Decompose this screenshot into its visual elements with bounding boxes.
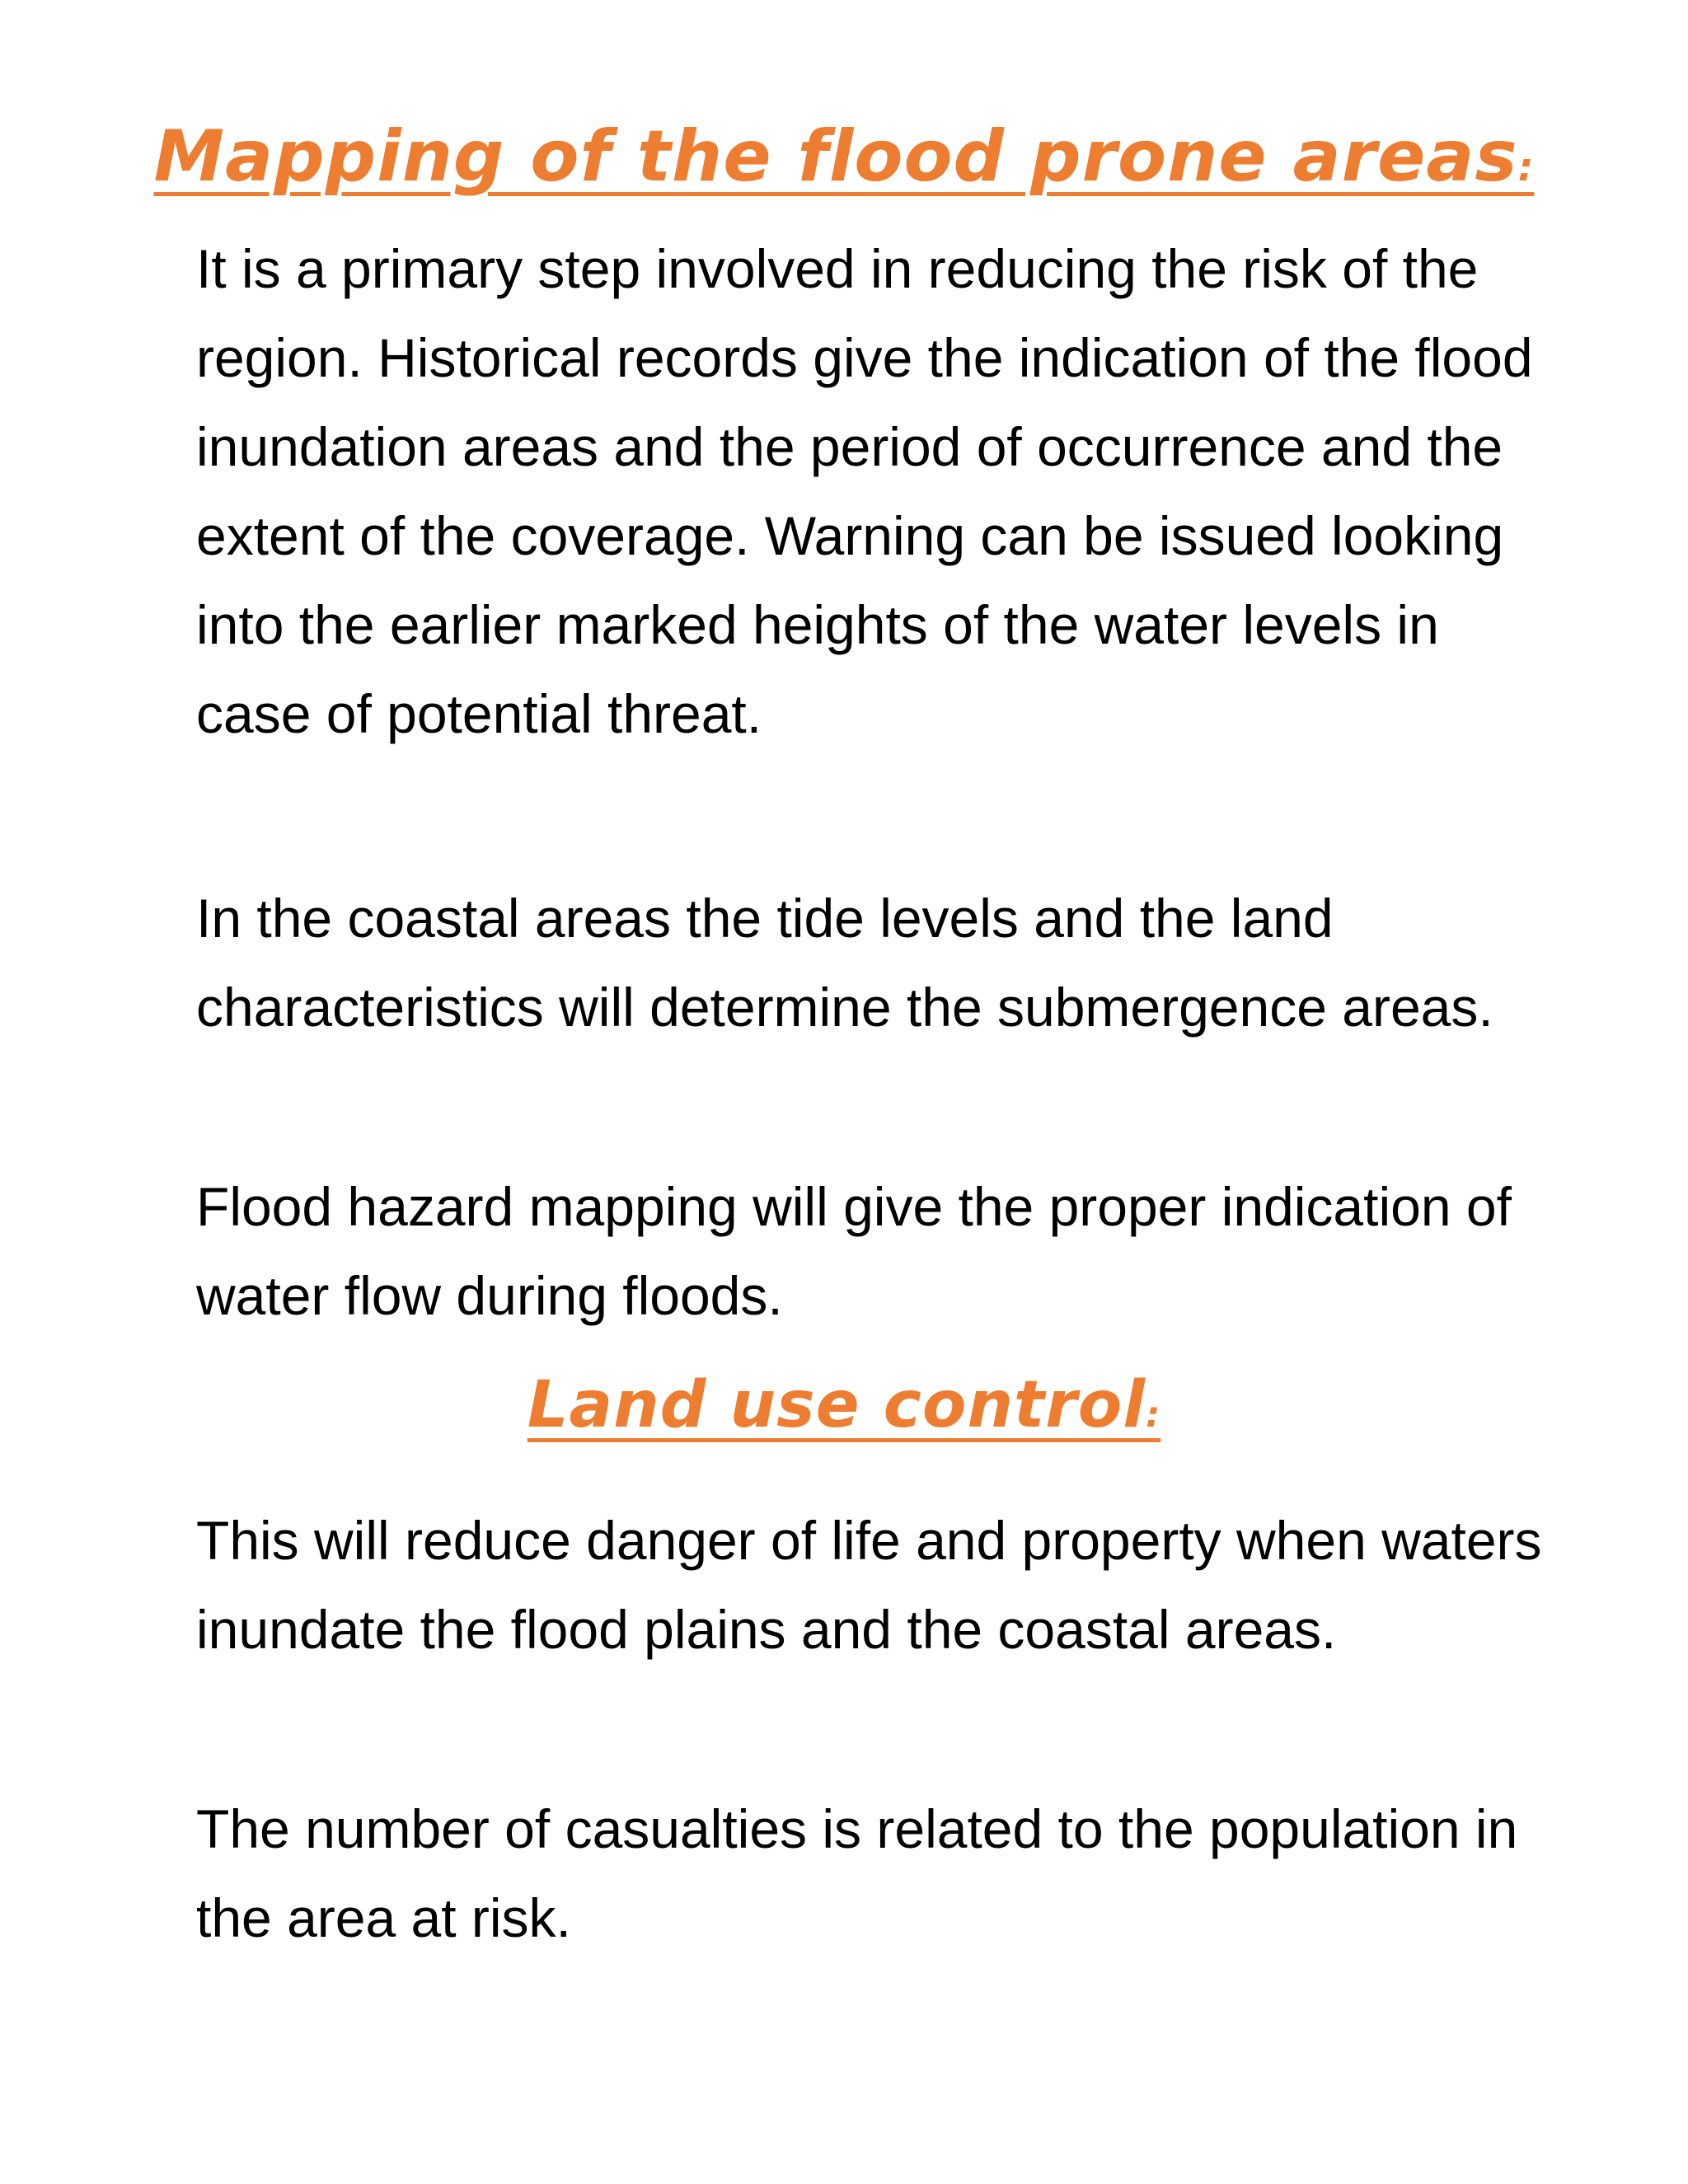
paragraph-casualties: The number of casualties is related to the population in the area at risk. bbox=[196, 1798, 1518, 1948]
paragraph-reduce-danger: This will reduce danger of life and property when waters inundate the flood plains and the coastal areas. bbox=[196, 1510, 1542, 1660]
heading-colon: : bbox=[1517, 145, 1535, 190]
paragraph-hazard-mapping: Flood hazard mapping will give the proper indication of water flow during floods. bbox=[196, 1176, 1512, 1326]
paragraph-primary-step: It is a primary step involved in reducing the risk of the region. Historical records give the indication of the flood inundation areas and the period of occurrence and the extent of the coverage. Warning can be issued looking into the earlier marked heights of the water levels in case of potential threat. bbox=[196, 238, 1533, 744]
heading-text: Land use control bbox=[527, 1368, 1146, 1442]
section-heading-flood-mapping bbox=[0, 111, 1688, 213]
paragraph-coastal-areas: In the coastal areas the tide levels and the land characteristics will determine the submergence areas. bbox=[196, 888, 1493, 1038]
section-heading-land-use bbox=[0, 1360, 1688, 1460]
heading-text: Mapping of the flood prone areas bbox=[153, 115, 1518, 198]
heading-colon: : bbox=[1146, 1394, 1161, 1436]
